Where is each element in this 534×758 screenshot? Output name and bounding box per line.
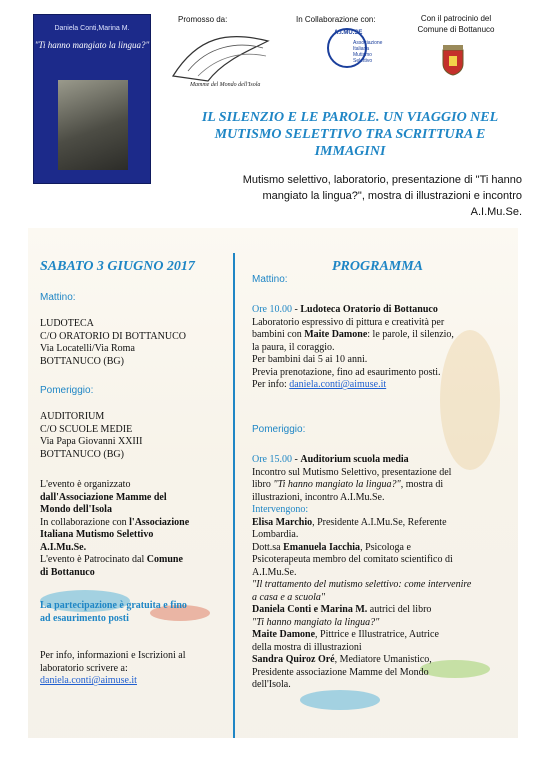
event-subtitle: Mutismo selettivo, laboratorio, presentazione di "Ti hanno mangiato la lingua?", mostra di illustrazioni e incontro A.I.Mu.Se. [242, 174, 522, 218]
left-afternoon-label: Pomeriggio: [40, 385, 94, 396]
program-text: libro [252, 479, 274, 490]
talk-title: "Il trattamento del mutismo selettivo: come intervenire [252, 579, 472, 590]
speaker-name: Maite Damone [252, 629, 316, 640]
morning-venue-line: BOTTANUCO (BG) [40, 355, 124, 367]
program-line: Laboratorio espressivo di pittura e creatività per [252, 316, 445, 328]
fish-illustration [300, 690, 380, 710]
morning-venue-line: Via Locatelli/Via Roma [40, 343, 135, 354]
speaker-name: Elisa Marchio [252, 516, 313, 528]
speaker-role: Psicoterapeuta membro del comitato scientifico di [252, 554, 453, 565]
speaker-role: Presidente associazione Mamme del Mondo [252, 666, 429, 678]
speaker-title: Dott.sa [252, 541, 284, 553]
book-title-ref: "Ti hanno mangiato la lingua?" [252, 616, 380, 628]
program-text: bambini con [252, 329, 305, 340]
speaker-role: , Psicologa e [360, 541, 411, 553]
book-title-ref: "Ti hanno mangiato la lingua?" [273, 479, 401, 490]
speaker-name: Sandra Quiroz Oré [252, 654, 335, 665]
speaker-role: Lombardia. [252, 529, 299, 540]
afternoon-program [252, 454, 471, 692]
right-afternoon-label: Pomeriggio: [252, 424, 306, 435]
patrocinio-label: Con il patrocinio del Comune di Bottanuco [417, 14, 495, 34]
program-line: illustrazioni, incontro A.I.Mu.Se. [252, 491, 385, 503]
comune-crest-icon [441, 44, 465, 76]
program-line: la paura, il coraggio. [252, 341, 335, 353]
afternoon-venue [40, 411, 142, 461]
book-photo [58, 80, 128, 170]
morning-venue-line: LUDOTECA [40, 318, 94, 329]
contact-line: Per info, informazioni e Iscrizioni al [40, 650, 186, 661]
programma-heading: PROGRAMMA [332, 259, 424, 274]
contact-block [40, 650, 186, 688]
speakers-label: Intervengono: [252, 504, 309, 515]
speaker-name: Daniela Conti e Marina M. [252, 604, 368, 615]
afternoon-time: Ore 15.00 [252, 454, 292, 465]
speaker-name: Emanuela Iacchia [283, 541, 361, 553]
afternoon-place: Auditorium scuola media [300, 454, 409, 465]
event-title: IL SILENZIO E LE PAROLE. UN VIAGGIO NEL MUTISMO SELETTIVO TRA SCRITTURA E IMMAGINI [201, 110, 499, 159]
organizer-name: Mondo dell'Isola [40, 504, 112, 515]
speaker-role: , Mediatore Umanistico, [334, 654, 432, 665]
column-divider [233, 253, 235, 738]
program-text: Per info: [252, 379, 290, 390]
patronage-name: Comune [146, 554, 183, 565]
organizer-name: dall'Associazione Mamme del [40, 491, 167, 503]
afternoon-venue-line: AUDITORIUM [40, 411, 105, 422]
afternoon-venue-line: BOTTANUCO (BG) [40, 448, 124, 460]
morning-venue-line: C/O ORATORIO DI BOTTANUCO [40, 330, 186, 342]
speaker-role: , Pittrice e Illustratrice, Autrice [315, 629, 439, 640]
collab-name: Italiana Mutismo Selettivo [40, 529, 154, 540]
speaker-name: Maite Damone [304, 329, 368, 340]
promo-logo-caption: Mamme del Mondo dell'Isola [190, 82, 261, 88]
separator: - [292, 454, 301, 465]
collab-name: A.I.Mu.Se. [40, 541, 87, 553]
contact-email-link[interactable]: daniela.conti@aimuse.it [40, 675, 137, 686]
program-line: Incontro sul Mutismo Selettivo, presentazione del [252, 466, 452, 478]
morning-place: Ludoteca Oratorio di Bottanuco [300, 304, 438, 315]
morning-email-link[interactable]: daniela.conti@aimuse.it [289, 379, 387, 390]
program-line: Per bambini dai 5 ai 10 anni. [252, 354, 368, 365]
separator: - [292, 304, 301, 315]
patronage-name: di Bottanuco [40, 566, 95, 578]
organizer-line: L'evento è organizzato [40, 479, 131, 490]
free-participation-note [40, 600, 187, 625]
mamme-del-mondo-logo [168, 26, 286, 88]
speaker-role: A.I.Mu.Se. [252, 566, 297, 578]
speaker-role: dell'Isola. [252, 679, 291, 690]
speaker-role: autrici del libro [367, 604, 432, 615]
program-line: Previa prenotazione, fino ad esaurimento posti. [252, 366, 441, 378]
morning-time: Ore 10.00 [252, 304, 292, 315]
book-cover [33, 14, 151, 184]
program-text: , mostra di [400, 479, 444, 490]
right-morning-label: Mattino: [252, 274, 288, 285]
morning-program [252, 304, 454, 392]
aimuse-logo-label: A.I.MU.SE [334, 30, 363, 36]
event-date: SABATO 3 GIUGNO 2017 [40, 259, 195, 274]
free-note-line: ad esaurimento posti [40, 612, 129, 624]
organizer-block [40, 479, 189, 579]
aimuse-logo-text: Associazione Italiana Mutismo Selettivo [353, 40, 383, 64]
morning-venue [40, 318, 186, 368]
collab-text: In collaborazione con [40, 516, 130, 528]
book-authors: Daniela Conti,Marina M. [54, 25, 130, 32]
collab-name: l'Associazione [129, 516, 190, 528]
book-title: "Ti hanno mangiato la lingua?" [34, 40, 150, 50]
free-note-line: La partecipazione è gratuita e fino [40, 600, 187, 611]
promosso-da-label: Promosso da: [178, 15, 228, 24]
patronage-text: L'evento è Patrocinato dal [40, 554, 147, 565]
afternoon-venue-line: Via Papa Giovanni XXIII [40, 436, 143, 447]
speaker-role: della mostra di illustrazioni [252, 641, 362, 653]
afternoon-venue-line: C/O SCUOLE MEDIE [40, 423, 133, 435]
program-text: : le parole, il silenzio, [367, 329, 454, 340]
contact-line: laboratorio scrivere a: [40, 662, 128, 674]
speaker-role: , Presidente A.I.Mu.Se, Referente [312, 516, 447, 528]
left-morning-label: Mattino: [40, 292, 76, 303]
collaborazione-label: In Collaborazione con: [296, 15, 376, 24]
talk-title: a casa e a scuola" [252, 591, 326, 603]
